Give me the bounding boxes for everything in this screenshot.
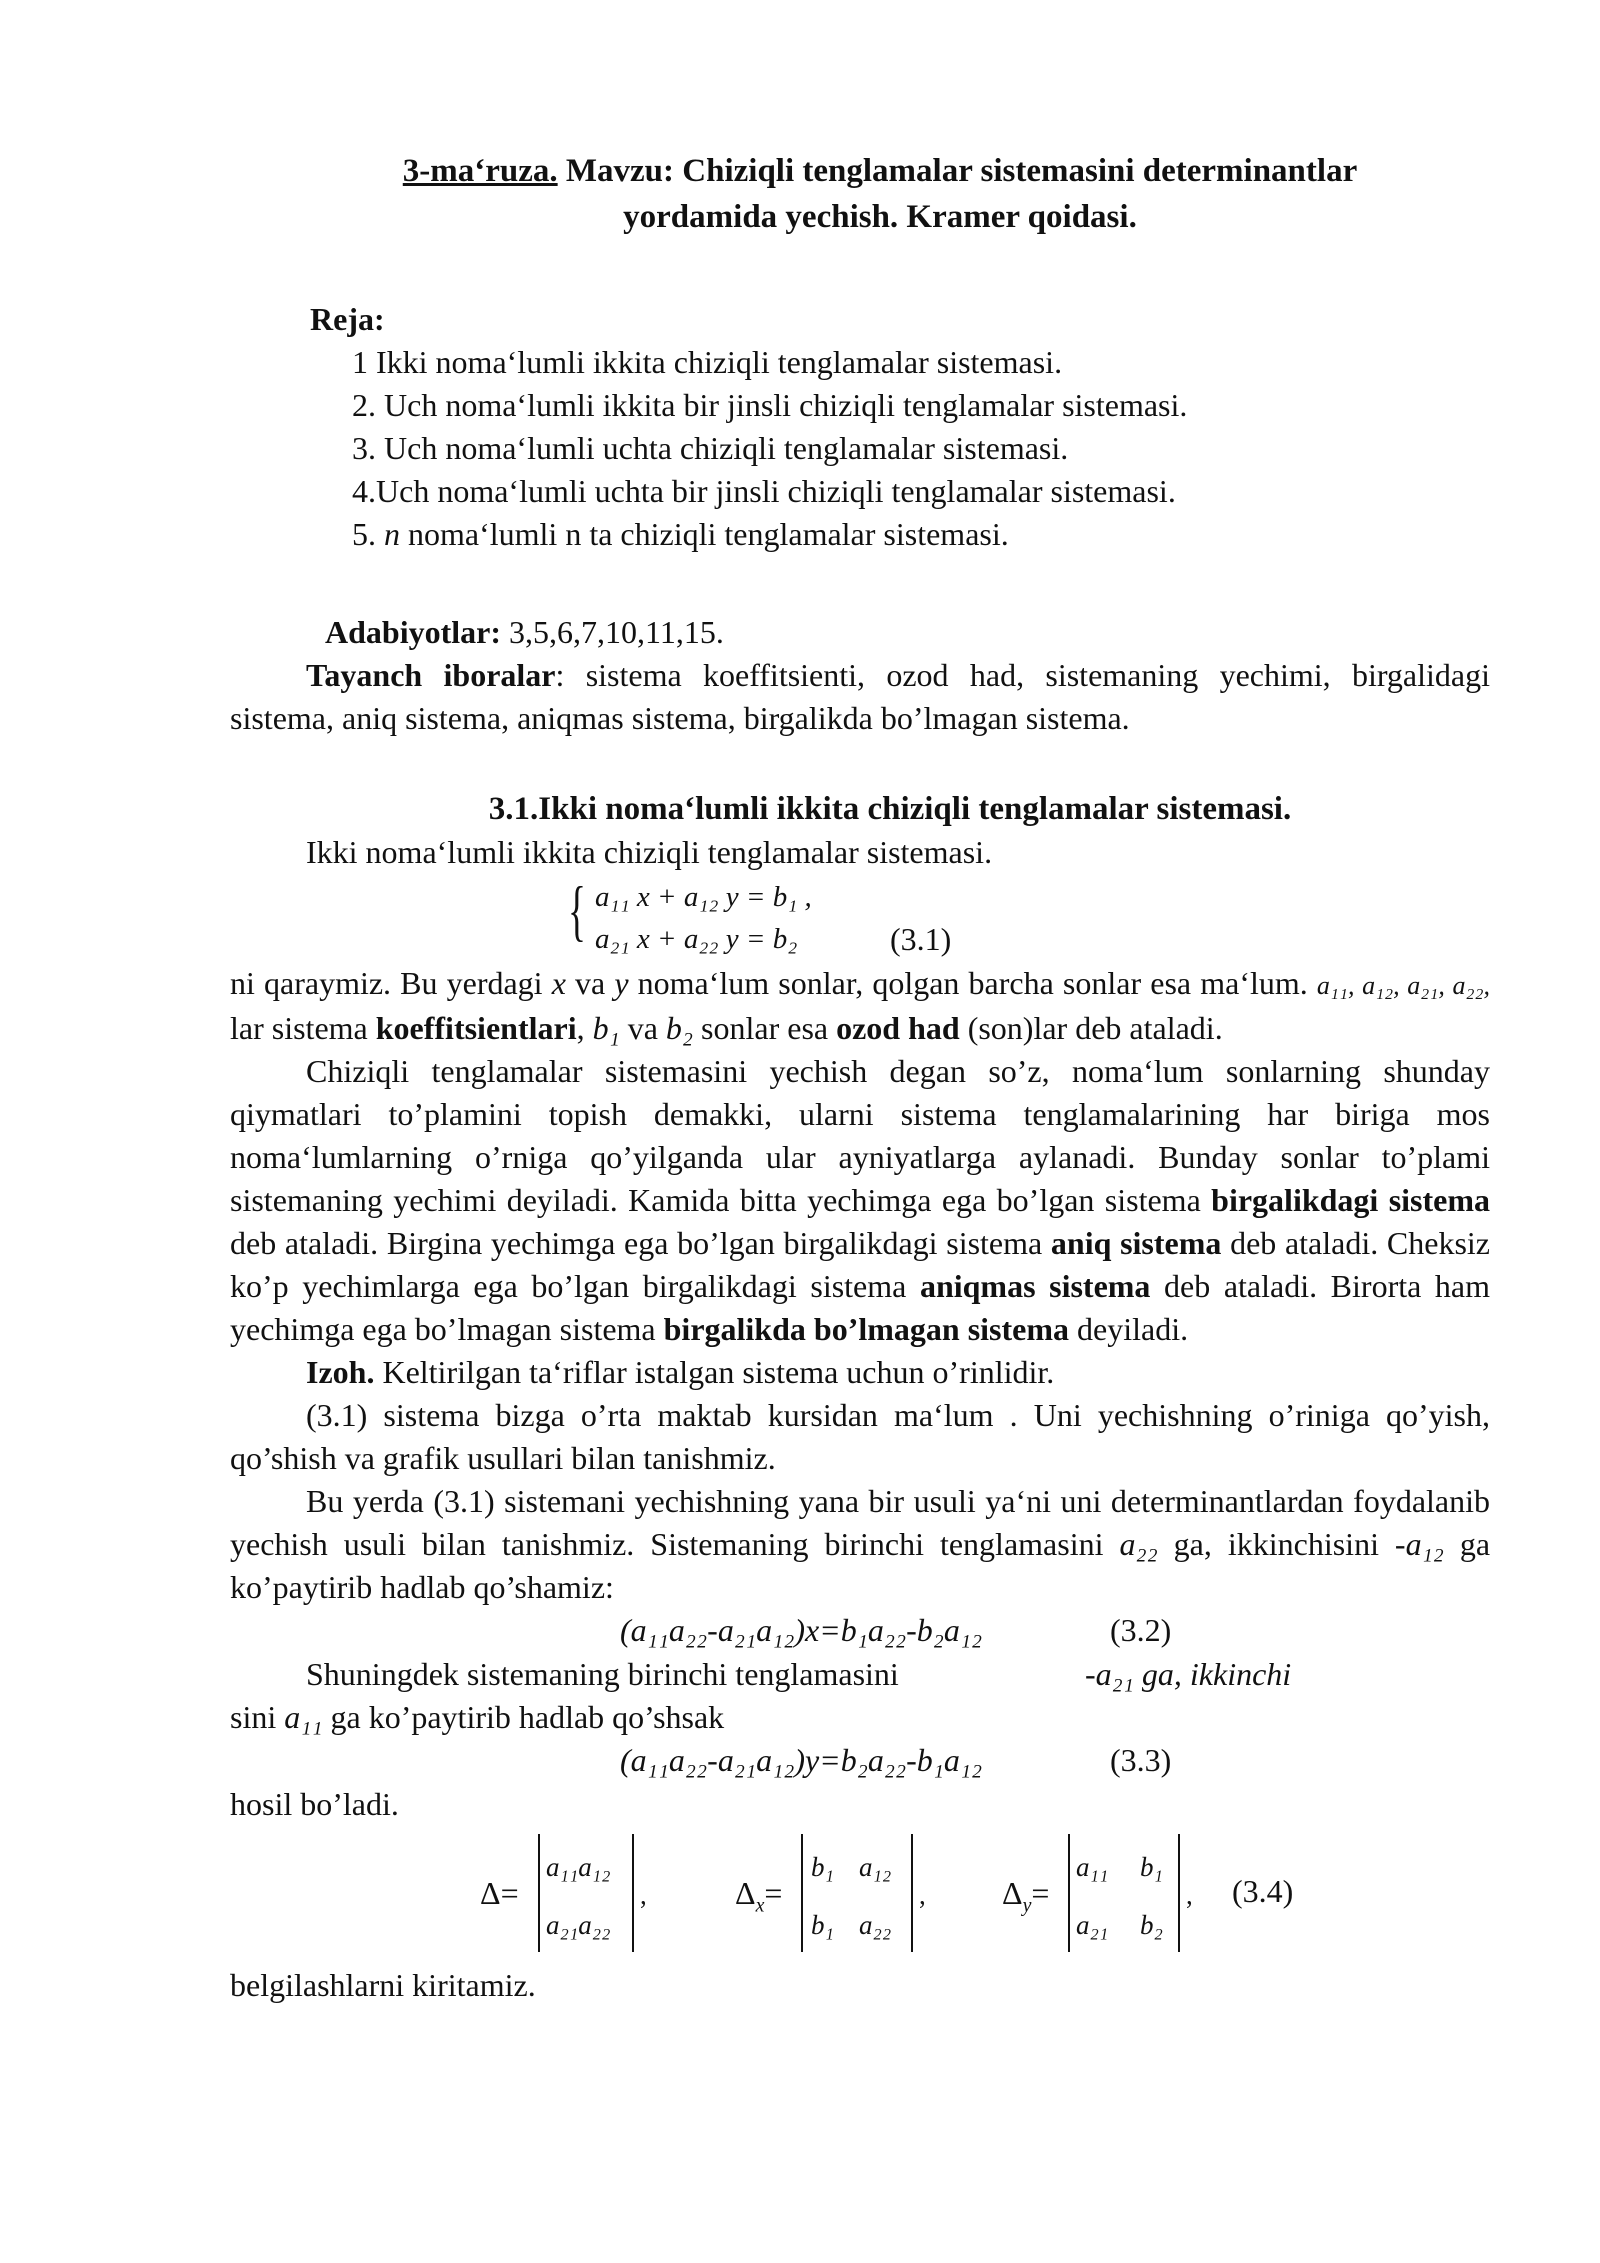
equation-expression: (a₁₁a₂₂-a₂₁a₁₂)y=b₂a₂₂-b₁a₁₂	[620, 1742, 983, 1778]
determinant-cell: b₁	[811, 1910, 834, 1940]
plan-heading: Reja:	[310, 301, 385, 337]
system-brace: {	[568, 872, 586, 948]
determinant-cell: a₁₁	[1076, 1852, 1109, 1882]
page-content	[230, 148, 1490, 2007]
paragraph-determinant-method	[230, 1480, 1490, 1609]
var-a12: a₁₂	[1405, 1526, 1444, 1562]
plan-item: 1 Ikki noma‘lumli ikkita chiziqli tenglamalar sistemasi.	[352, 344, 1063, 380]
text: va	[619, 1010, 666, 1046]
text: va	[565, 965, 615, 1001]
system-equation-1: a₁₁ x + a₁₂ y = b₁ ,	[595, 881, 812, 913]
delta-subscript: y	[1022, 1894, 1032, 1917]
plan-item-rest: noma‘lumli n ta chiziqli tenglamalar sistemasi.	[400, 516, 1009, 552]
text: -a₂₁ ga, ikkinchi	[1085, 1656, 1292, 1692]
term-consistent-system: birgalikdagi sistema	[1211, 1182, 1491, 1218]
text: deb ataladi. Birorta ham yechimga ega bo’lmagan sistema	[230, 1268, 1491, 1347]
plan-item-n: n	[384, 516, 400, 552]
note	[230, 1351, 1490, 1394]
separator-comma: ,	[1186, 1880, 1193, 1910]
bibliography	[230, 611, 1490, 654]
bibliography-value: 3,5,6,7,10,11,15.	[501, 614, 724, 650]
coefficient-list: a₁₁, a₁₂, a₂₁, a₂₂,	[1316, 971, 1491, 1000]
text: (son)lar deb ataladi.	[959, 1010, 1223, 1046]
determinant-cell: b₁	[1140, 1852, 1163, 1882]
note-text: Keltirilgan ta‘riflar istalgan sistema uchun o’rinlidir.	[374, 1354, 1055, 1390]
equation-number: (3.3)	[1110, 1742, 1172, 1778]
text: ga ko’paytirib hadlab qo’shsak	[322, 1699, 725, 1735]
equation-3-3	[230, 1739, 1490, 1783]
var-a11: a₁₁	[284, 1699, 323, 1735]
determinant-bars	[1068, 1834, 1180, 1952]
key-terms-text: : sistema koeffitsienti, ozod had, sistemaning yechimi, birgalidagi sistema, aniq sistema, aniqmas sistema, birgalikda bo’lmagan sistema.	[230, 657, 1491, 736]
determinant-bars	[801, 1834, 913, 1952]
plan-item: 2. Uch noma‘lumli ikkita bir jinsli chiziqli tenglamalar sistemasi.	[352, 387, 1188, 423]
system-equation-2: a₂₁ x + a₂₂ y = b₂	[595, 923, 798, 955]
topic-line-2: yordamida yechish. Kramer qoidasi.	[623, 199, 1137, 235]
separator-comma: ,	[640, 1880, 647, 1910]
determinants-3-4	[230, 1834, 1490, 1964]
note-label: Izoh.	[306, 1354, 375, 1390]
var-b1: b₁	[592, 1010, 620, 1046]
text: Shuningdek sistemaning birinchi tenglamasini	[306, 1656, 899, 1692]
text: noma‘lum sonlar, qolgan barcha sonlar esa ma‘lum.	[628, 965, 1317, 1001]
text: deyiladi.	[1069, 1311, 1189, 1347]
equation-number: (3.4)	[1232, 1873, 1294, 1909]
text: ,	[576, 1010, 593, 1046]
term-indeterminate-system: aniqmas sistema	[919, 1268, 1151, 1304]
text: sini	[230, 1699, 285, 1735]
lecture-number: 3-ma‘ruza.	[402, 153, 558, 189]
text: Bu yerda (3.1) sistemani yechishning yana bir usuli ya‘ni uni determinantlardan foydalanib yechish usuli bilan tanishmiz. Sistemaning birinchi tenglamasini	[230, 1483, 1490, 1562]
topic-line-1: Mavzu: Chiziqli tenglamalar sistemasini determinantlar	[557, 153, 1358, 189]
equation-number: (3.1)	[890, 921, 952, 957]
determinant-label	[735, 1872, 782, 1915]
determinant-label: Δ=	[480, 1875, 519, 1911]
text: ni qaraymiz. Bu yerdagi	[230, 965, 552, 1001]
paragraph-known-methods: (3.1) sistema bizga o’rta maktab kursidan ma‘lum . Uni yechishning o’riniga qo’yish, qo’shish va grafik usullari bilan tanishmiz.	[230, 1397, 1490, 1476]
equals-sign: =	[764, 1875, 783, 1911]
paragraph-second-step-line2	[230, 1696, 1490, 1739]
term-coefficients: koeffitsientlari	[375, 1010, 577, 1046]
delta-symbol: Δ	[735, 1875, 756, 1911]
equals-sign: =	[1031, 1875, 1050, 1911]
paragraph-coefficients	[230, 962, 1490, 1050]
determinant-cell: a₂₁a₂₂	[546, 1910, 611, 1940]
term-free-term: ozod had	[836, 1010, 960, 1046]
key-terms	[230, 654, 1490, 740]
section-intro: Ikki noma‘lumli ikkita chiziqli tenglamalar sistemasi.	[306, 834, 993, 870]
determinant-cell: a₂₁	[1076, 1910, 1109, 1940]
text: deb ataladi. Cheksiz ko’p yechimlarga ega bo’lgan birgalikdagi sistema	[230, 1225, 1491, 1304]
text: lar sistema	[230, 1010, 376, 1046]
var-x: x	[551, 965, 566, 1001]
page-title	[230, 148, 1490, 240]
determinant-cell: a₁₂	[859, 1852, 892, 1882]
section-title: 3.1.Ikki noma‘lumli ikkita chiziqli tenglamalar sistemasi.	[488, 791, 1292, 827]
separator-comma: ,	[919, 1880, 926, 1910]
determinant-bars	[538, 1834, 634, 1952]
determinant-cell: b₂	[1140, 1910, 1163, 1940]
determinant-cell: a₂₂	[859, 1910, 892, 1940]
key-terms-label: Tayanch iboralar	[306, 657, 556, 693]
text: ga, ikkinchisini -	[1157, 1526, 1406, 1562]
paragraph-closing: belgilashlarni kiritamiz.	[230, 1967, 536, 2003]
term-determinate-system: aniq sistema	[1050, 1225, 1222, 1261]
equation-number: (3.2)	[1110, 1612, 1172, 1648]
paragraph-definitions	[230, 1050, 1490, 1351]
paragraph-result: hosil bo’ladi.	[230, 1786, 399, 1822]
equation-expression: (a₁₁a₂₂-a₂₁a₁₂)x=b₁a₂₂-b₂a₁₂	[620, 1612, 983, 1648]
plan-item: 3. Uch noma‘lumli uchta chiziqli tenglamalar sistemasi.	[352, 430, 1069, 466]
paragraph-second-step-line1	[230, 1653, 1490, 1696]
equation-3-2	[230, 1609, 1490, 1653]
text: Chiziqli tenglamalar sistemasini yechish degan so’z, noma‘lum sonlarning shunday qiymatlari to’plamini topish demakki, ularni sistema tenglamalarining har biriga mos noma‘lumlarning o’rniga qo’yilganda ular ayniyatlarga aylanadi. Bunday sonlar to’plami sistemaning yechimi deyiladi. Kamida bitta yechimga ega bo’lgan sistema	[230, 1053, 1490, 1218]
plan-item: 4.Uch noma‘lumli uchta bir jinsli chiziqli tenglamalar sistemasi.	[352, 473, 1176, 509]
determinant-label	[1002, 1872, 1049, 1915]
bibliography-label: Adabiyotlar:	[325, 614, 501, 650]
text: deb ataladi. Birgina yechimga ega bo’lgan birgalikdagi sistema	[230, 1225, 1051, 1261]
plan-item	[352, 513, 1490, 556]
text: sonlar esa	[693, 1010, 837, 1046]
delta-subscript: x	[755, 1894, 765, 1917]
determinant-cell: b₁	[811, 1852, 834, 1882]
plan-item-prefix: 5.	[352, 516, 384, 552]
plan-list	[230, 341, 1490, 556]
equation-system-3-1	[230, 874, 1490, 962]
determinant-cell: a₁₁a₁₂	[546, 1852, 611, 1882]
text: ga ko’paytirib hadlab qo’shamiz:	[230, 1526, 1491, 1605]
var-y: y	[614, 965, 629, 1001]
term-inconsistent-system: birgalikda bo’lmagan sistema	[663, 1311, 1069, 1347]
delta-symbol: Δ	[1002, 1875, 1023, 1911]
var-a22: a₂₂	[1119, 1526, 1158, 1562]
var-b2: b₂	[665, 1010, 694, 1046]
